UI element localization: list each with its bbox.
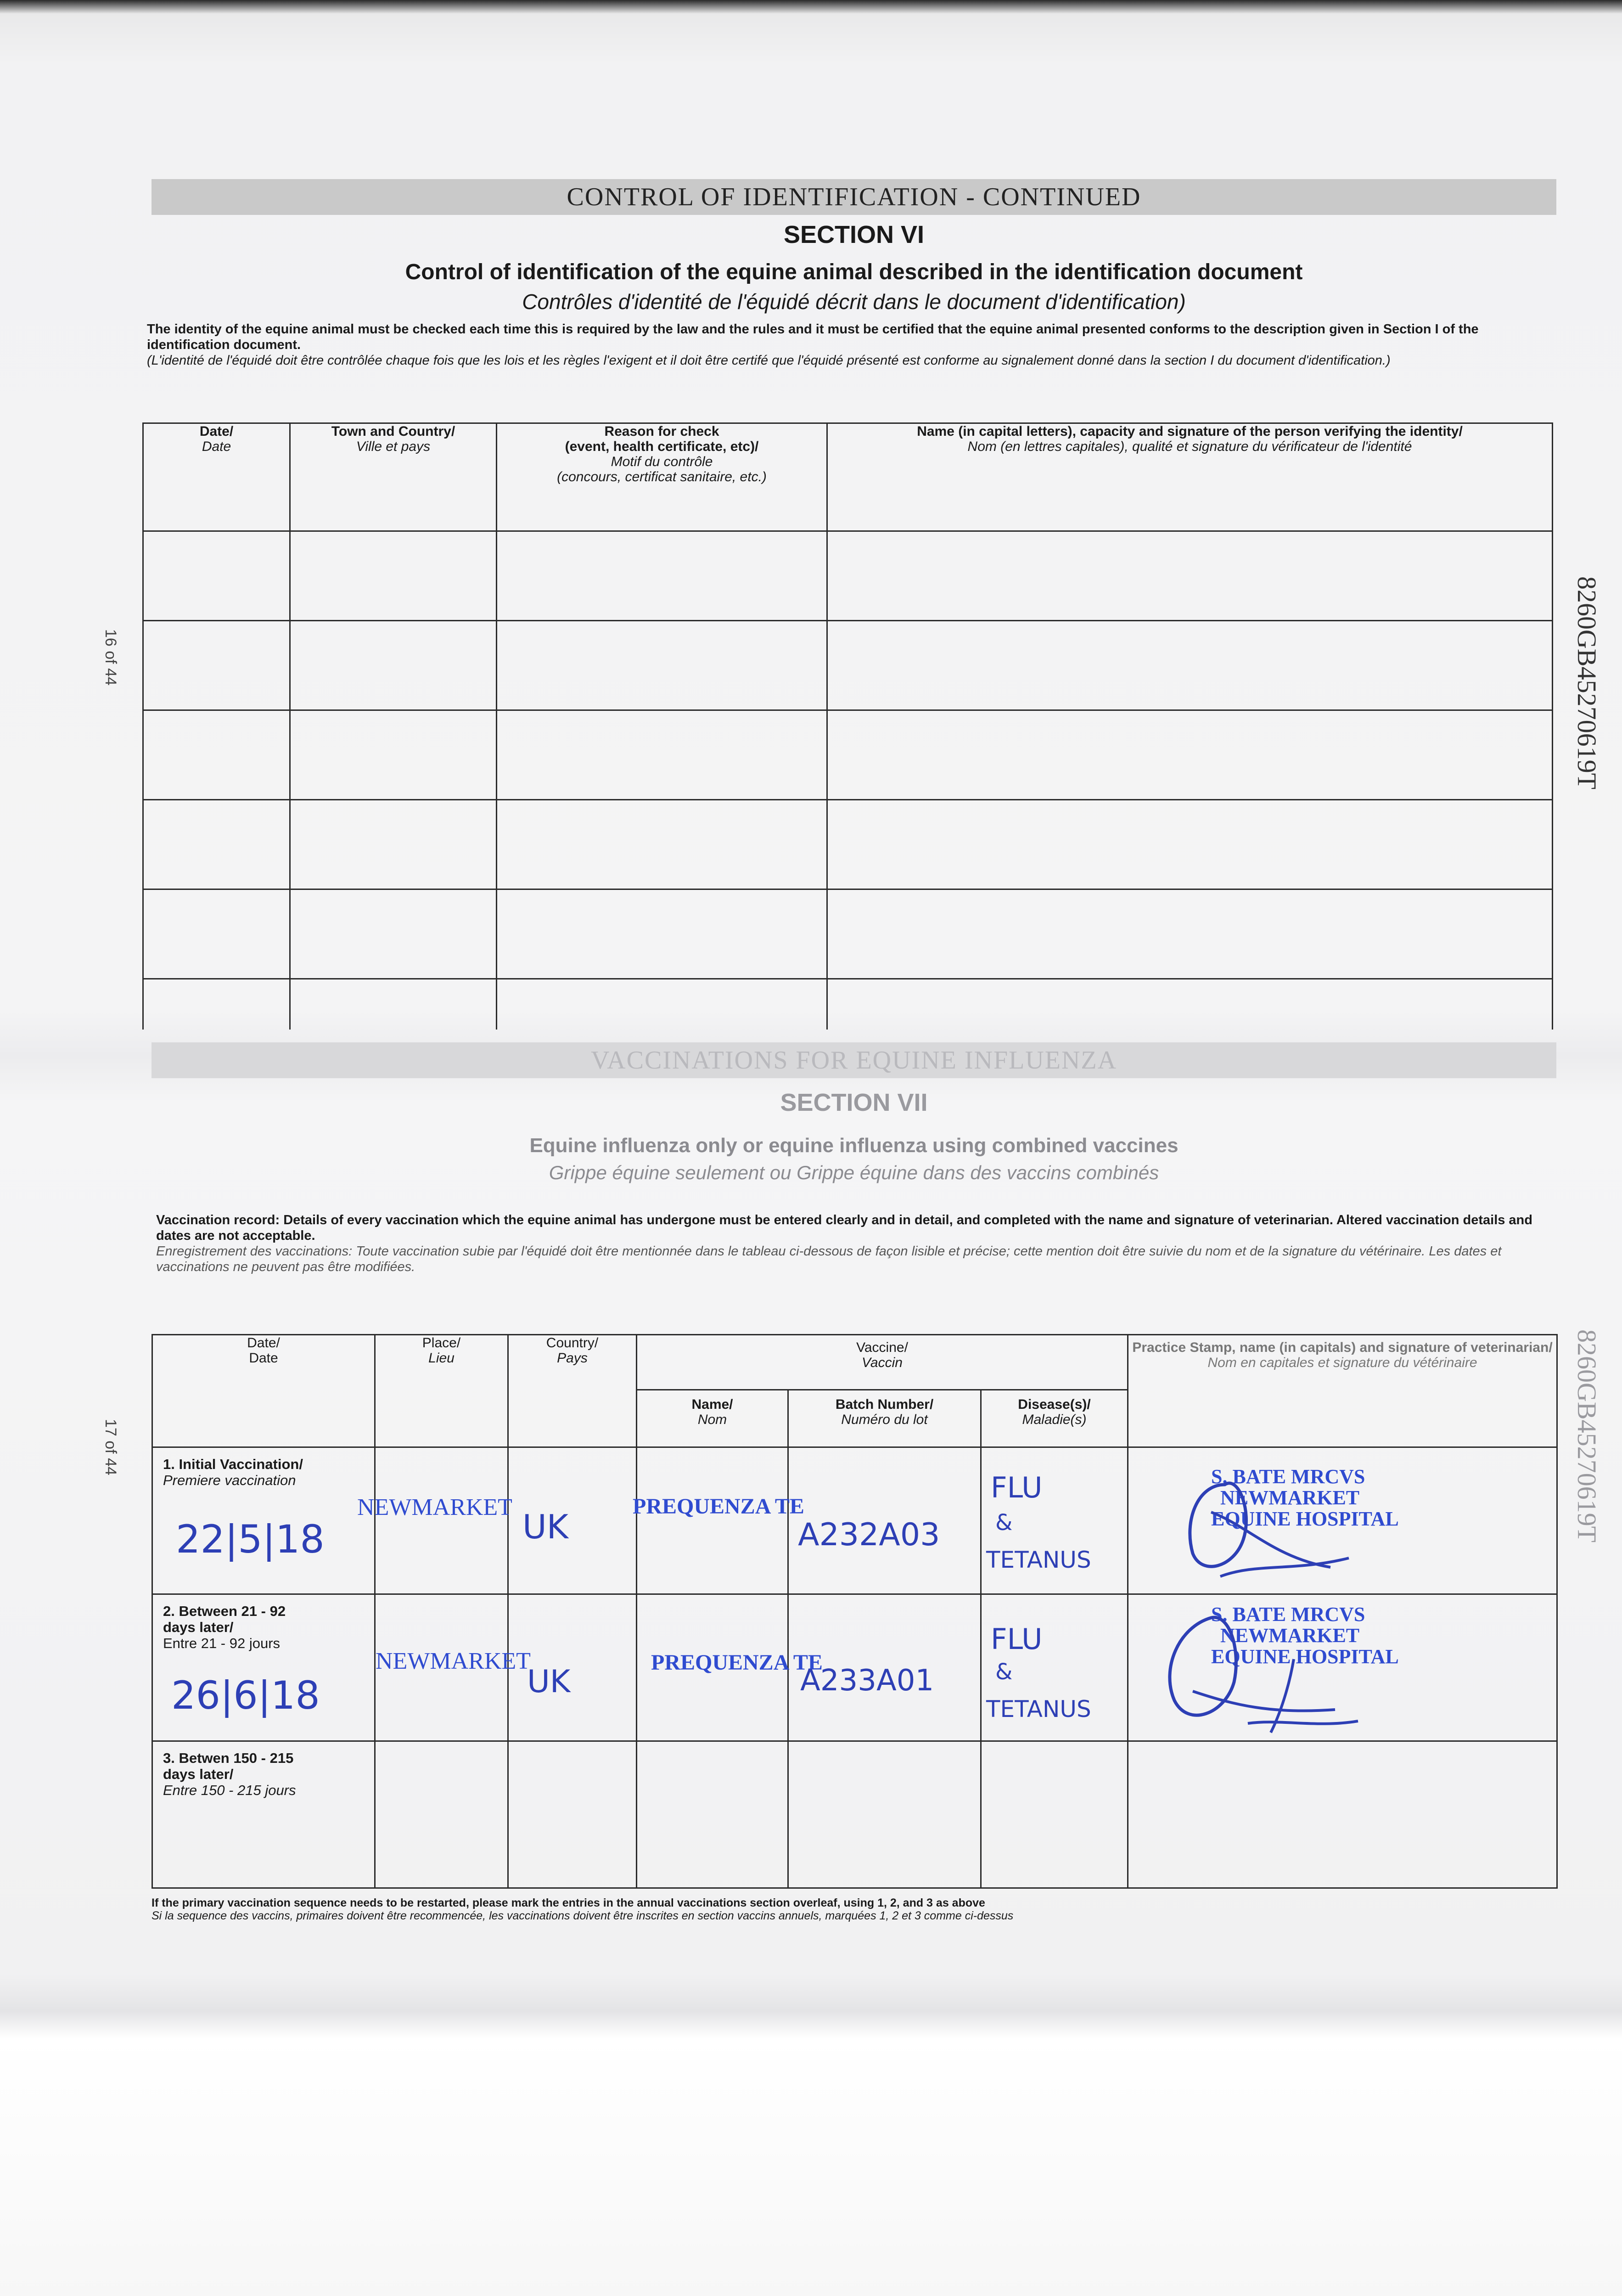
- restart-note: [152, 1896, 1013, 1922]
- section-vi-banner: [152, 179, 1556, 215]
- section-vi-banner-text: CONTROL OF IDENTIFICATION - CONTINUED: [567, 183, 1141, 211]
- col-verifier-fr: Nom (en lettres capitales), qualité et signature du vérificateur de l'identité: [967, 439, 1412, 454]
- hand-disease-initial-2: TETANUS: [986, 1547, 1091, 1573]
- vet-stamp-initial-line1: S. BATE MRCVS: [1211, 1465, 1365, 1488]
- vet-signature-second: [1142, 1599, 1399, 1742]
- identity-check-header-row: [143, 423, 1553, 531]
- hand-date-initial: 22|5|18: [176, 1517, 325, 1562]
- section-vi-heading-fr: Contrôles d'identité de l'équidé décrit dans le document d'identification): [522, 290, 1186, 314]
- hand-disease-second-1: FLU: [991, 1622, 1043, 1656]
- row-initial-label: 1. Initial Vaccination/: [163, 1456, 303, 1472]
- cell-second-place: [375, 1594, 531, 1741]
- col-vaccine-fr: Vaccin: [862, 1355, 903, 1370]
- col-reason-en: Reason for check: [604, 424, 719, 439]
- col-verifier-en: Name (in capital letters), capacity and signature of the person verifying the identity/: [917, 424, 1463, 439]
- table-row: [143, 800, 1553, 889]
- col-disease-fr: Maladie(s): [1022, 1412, 1087, 1427]
- cell-initial-country: [508, 1447, 637, 1594]
- hand-batch-initial: A232A03: [798, 1517, 940, 1553]
- col-country-en: Country/: [546, 1335, 599, 1351]
- section-vii-instructions: [156, 1212, 1566, 1275]
- table-row: [143, 531, 1553, 621]
- table-row: [143, 621, 1553, 710]
- col-vaccine-en: Vaccine/: [856, 1340, 908, 1355]
- restart-note-fr: Si la sequence des vaccins, primaires doivent être recommencée, les vaccinations doivent être inscrites en section vaccins annuels, marquées 1, 2 et 3 comme ci-dessus: [152, 1909, 1014, 1922]
- vaccination-row-third: [152, 1741, 1557, 1888]
- vaccination-header-row-1: [152, 1335, 1557, 1390]
- vet-stamp-second-line2: NEWMARKET: [1220, 1624, 1360, 1647]
- col-practice-stamp: [1128, 1335, 1557, 1447]
- vet-stamp-initial-line2: NEWMARKET: [1220, 1486, 1360, 1509]
- col-reason-en2: (event, health certificate, etc)/: [565, 439, 759, 454]
- col-disease: [981, 1390, 1128, 1447]
- vet-stamp-initial-line3: EQUINE HOSPITAL: [1211, 1508, 1399, 1530]
- table-row: [143, 889, 1553, 979]
- hand-disease-second-amp: &: [995, 1659, 1013, 1685]
- col-town-country: [290, 423, 497, 531]
- section-vi-instructions: [147, 321, 1556, 368]
- cell-initial-batch: [788, 1447, 981, 1594]
- hand-batch-second: A233A01: [800, 1664, 934, 1698]
- col-reason-fr2: (concours, certificat sanitaire, etc.): [557, 469, 767, 484]
- col-vname-fr: Nom: [697, 1412, 727, 1427]
- section-vii-banner-text: VACCINATIONS FOR EQUINE INFLUENZA: [590, 1046, 1117, 1075]
- col-batch: [788, 1390, 981, 1447]
- vet-stamp-second-line3: EQUINE HOSPITAL: [1211, 1645, 1399, 1668]
- col-batch-en: Batch Number/: [835, 1397, 934, 1412]
- table-row: [143, 710, 1553, 800]
- restart-note-en: If the primary vaccination sequence needs to be restarted, please mark the entries in the annual vaccinations section overleaf, using 1, 2, and 3 as above: [152, 1896, 985, 1909]
- section-vii-instruction-fr: Enregistrement des vaccinations: Toute vaccination subie par l'équidé doit être mentionnée dans le tableau ci-dessous de façon lisible et précise; cette mention doit être suivie du nom et de la signature du vétérinaire. Les dates et vaccinations ne peuvent pas être modifiées.: [156, 1244, 1502, 1274]
- section-vii-heading-fr: Grippe équine seulement ou Grippe équine dans des vaccins combinés: [549, 1162, 1159, 1183]
- cell-initial-place: [357, 1447, 512, 1594]
- col-vname: [637, 1390, 788, 1447]
- col-country-fr: Pays: [557, 1351, 588, 1366]
- cell-second-stamp: [1128, 1594, 1557, 1741]
- cell-second-disease: [981, 1594, 1128, 1741]
- vaccination-row-initial: [152, 1447, 1557, 1594]
- hand-disease-second-2: TETANUS: [986, 1696, 1091, 1722]
- col-stamp-fr: Nom en capitales et signature du vétérinaire: [1207, 1355, 1477, 1370]
- passport-number-top: 8260GB45270619T: [1572, 576, 1602, 789]
- col-date-fr: Date: [202, 439, 231, 454]
- col-reason-fr: Motif du contrôle: [611, 454, 713, 469]
- row-third-label-fr: Entre 150 - 215 jours: [163, 1782, 296, 1798]
- table-row: [143, 979, 1553, 1030]
- cell-initial-date: [152, 1447, 375, 1594]
- row-third-label-2: days later/: [163, 1766, 234, 1782]
- passport-number-bottom: 8260GB45270619T: [1572, 1329, 1602, 1542]
- col-verifier: [827, 423, 1553, 531]
- col-stamp-en: Practice Stamp, name (in capitals) and signature of veterinarian/: [1132, 1340, 1553, 1355]
- col-date: [143, 423, 290, 531]
- hand-disease-initial-1: FLU: [991, 1471, 1043, 1504]
- hand-disease-initial-amp: &: [995, 1510, 1013, 1536]
- col-country: [508, 1335, 637, 1447]
- col-disease-en: Disease(s)/: [1018, 1397, 1091, 1412]
- identity-check-table: [142, 422, 1553, 1030]
- stamp-vname-second: PREQUENZA TE: [651, 1650, 823, 1675]
- row-initial-label-fr: Premiere vaccination: [163, 1472, 296, 1488]
- page-number-16: 16 of 44: [102, 629, 119, 686]
- row-second-label-2: days later/: [163, 1619, 234, 1635]
- col-town-en: Town and Country/: [331, 424, 455, 439]
- cell-initial-vname: [633, 1447, 804, 1594]
- row-second-label: 2. Between 21 - 92: [163, 1603, 286, 1619]
- col-place-en: Place/: [422, 1335, 461, 1351]
- stamp-vname-initial: PREQUENZA TE: [633, 1494, 804, 1519]
- cell-second-batch: [788, 1594, 981, 1741]
- stamp-place-second: NEWMARKET: [376, 1648, 531, 1674]
- section-vi-instruction-fr: (L'identité de l'équidé doit être contrôlée chaque fois que les lois et les règles l'exigent et il doit être certifé que l'équidé présenté est conforme au signalement donné dans la section I du document d'identification.): [147, 353, 1391, 368]
- section-vii-instruction-en: Vaccination record: Details of every vaccination which the equine animal has undergone must be entered clearly and in detail, and completed with the name and signature of veterinarian. Altered vaccination details and dates are not acceptable.: [156, 1213, 1532, 1243]
- col-place-fr: Lieu: [428, 1351, 455, 1366]
- cell-second-date: [152, 1594, 375, 1741]
- section-vii-heading-en: Equine influenza only or equine influenza using combined vaccines: [529, 1134, 1179, 1157]
- col-batch-fr: Numéro du lot: [841, 1412, 928, 1427]
- hand-country-second: UK: [527, 1664, 571, 1700]
- section-vi-instruction-en: The identity of the equine animal must be checked each time this is required by the law and the rules and it must be certified that the equine animal presented conforms to the description given in Section I of the identification document.: [147, 322, 1479, 352]
- section-vii-title: SECTION VII: [780, 1089, 928, 1116]
- row-third-label: 3. Betwen 150 - 215: [163, 1750, 294, 1766]
- row-second-label-fr: Entre 21 - 92 jours: [163, 1635, 281, 1651]
- col-town-fr: Ville et pays: [356, 439, 431, 454]
- vet-stamp-second-line1: S. BATE MRCVS: [1211, 1603, 1365, 1626]
- cell-initial-stamp: [1128, 1447, 1557, 1594]
- col-place: [375, 1335, 508, 1447]
- col-vname-en: Name/: [691, 1397, 733, 1412]
- hand-date-second: 26|6|18: [171, 1673, 320, 1718]
- vet-signature-initial: [1156, 1457, 1386, 1595]
- section-vii-banner: [152, 1042, 1556, 1078]
- page-number-17: 17 of 44: [102, 1419, 119, 1475]
- col-vaccine: [637, 1335, 1128, 1390]
- col-vdate: [152, 1335, 375, 1447]
- hand-country-initial: UK: [522, 1508, 568, 1546]
- cell-second-vname: [637, 1594, 823, 1741]
- cell-initial-disease: [981, 1447, 1128, 1594]
- stamp-place-initial: NEWMARKET: [357, 1494, 512, 1520]
- col-date-en: Date/: [199, 424, 234, 439]
- vaccination-row-second: [152, 1594, 1557, 1741]
- col-reason: [497, 423, 827, 531]
- vaccination-table: [152, 1334, 1558, 1889]
- cell-second-country: [508, 1594, 637, 1741]
- section-vi-heading-en: Control of identification of the equine animal described in the identification document: [405, 260, 1303, 284]
- section-vi-title: SECTION VI: [783, 221, 925, 248]
- col-vdate-en: Date/: [247, 1335, 280, 1351]
- cell-third-date: [152, 1741, 375, 1888]
- col-vdate-fr: Date: [249, 1351, 278, 1366]
